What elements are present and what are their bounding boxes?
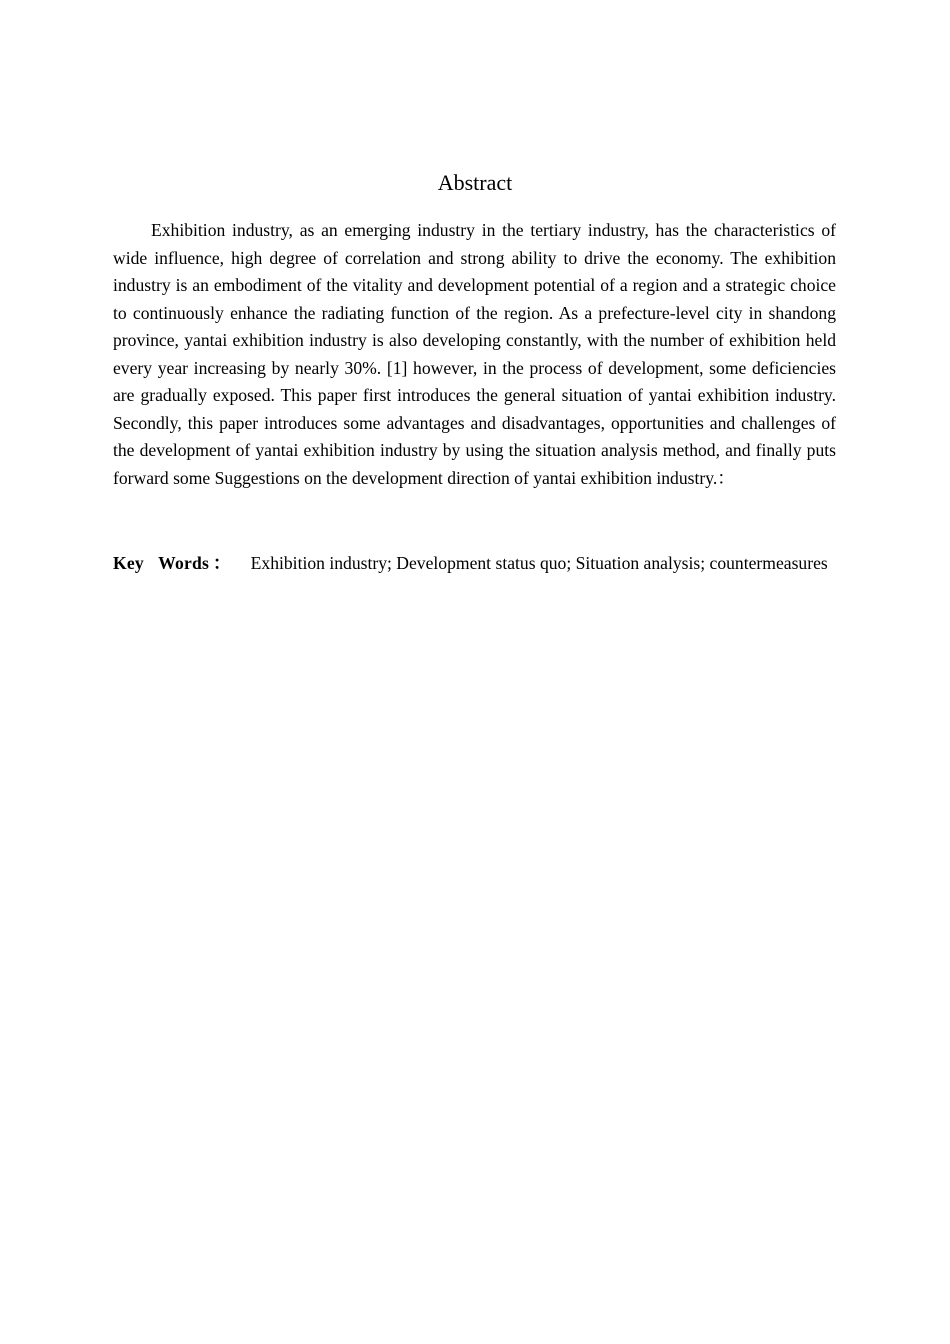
keywords-label: Key Words xyxy=(113,553,210,573)
abstract-paragraph: Exhibition industry, as an emerging industry in the tertiary industry, has the characteristics of wide influence, high degree of correlation and strong ability to drive the economy. The exhibition industry is an embodiment of the vitality and development potential of a region and a strategic choice to continuously enhance the radiating function of the region. As a prefecture-level city in shandong province, yantai exhibition industry is also developing constantly, with the number of exhibition held every year increasing by nearly 30%. [1] however, in the process of development, some deficiencies are gradually exposed. This paper first introduces the general situation of yantai exhibition industry. Secondly, this paper introduces some advantages and disadvantages, opportunities and challenges of the development of yantai exhibition industry by using the situation analysis method, and finally puts forward some Suggestions on the development direction of yantai exhibition industry.： xyxy=(113,220,836,488)
keywords-text: Exhibition industry; Development status quo; Situation analysis; countermeasures xyxy=(250,553,828,573)
keywords-line xyxy=(113,550,836,578)
abstract-title: Abstract xyxy=(437,170,513,195)
keywords-colon: ： xyxy=(213,553,231,573)
